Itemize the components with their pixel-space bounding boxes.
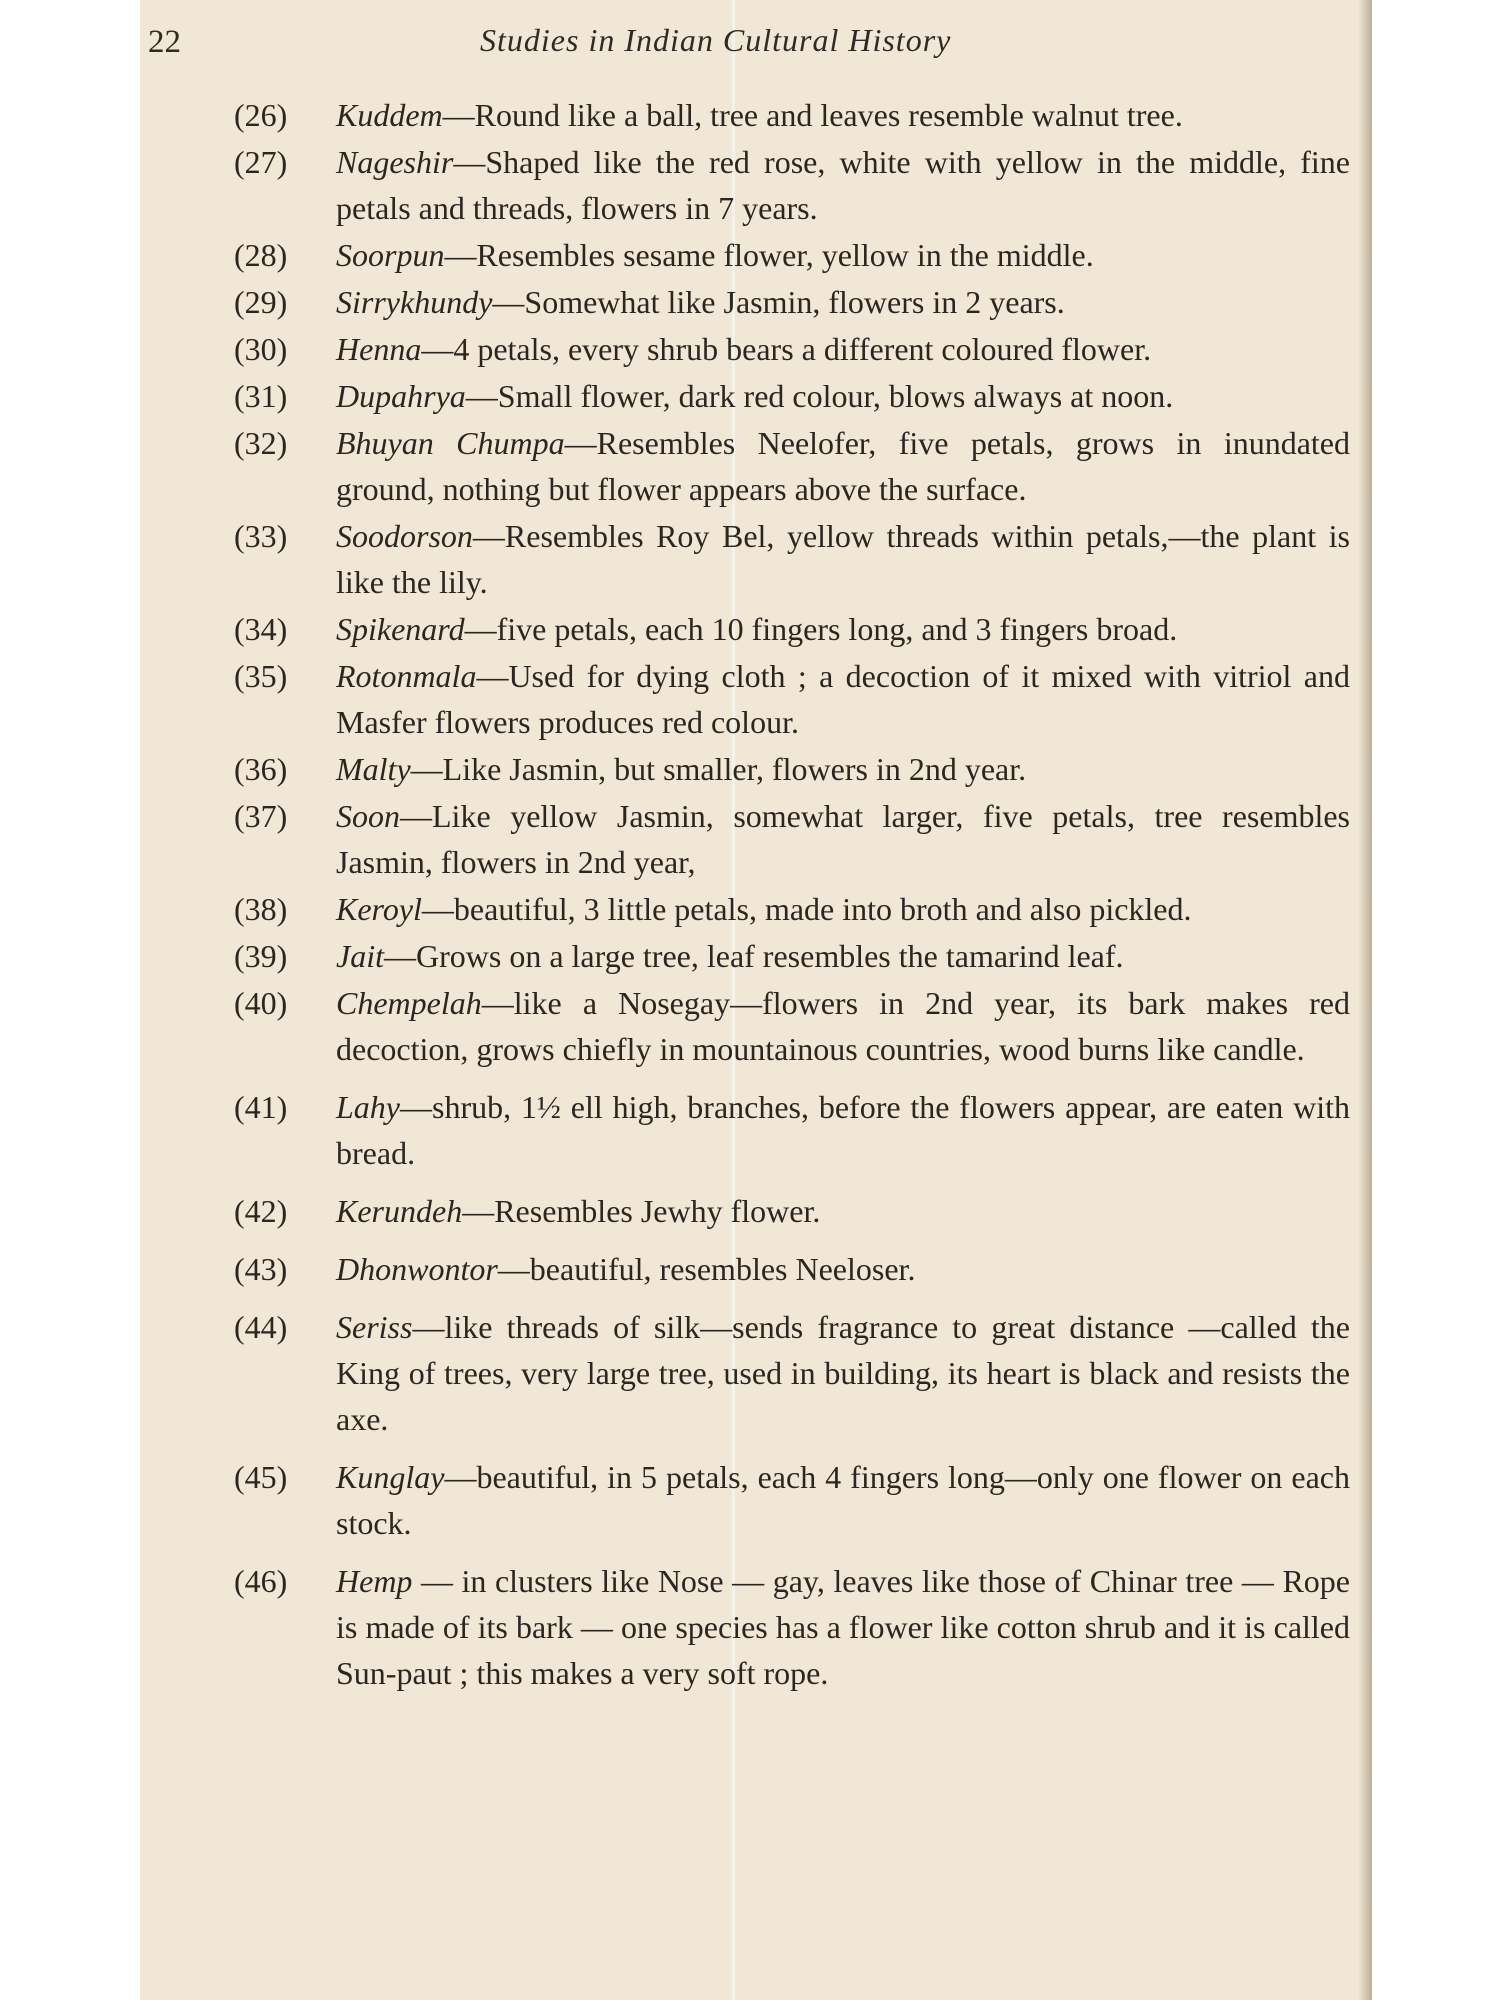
entry-number: (26) bbox=[234, 97, 288, 133]
list-item bbox=[234, 793, 1350, 885]
list-item bbox=[234, 886, 1350, 932]
entry-number: (30) bbox=[234, 331, 288, 367]
list-item bbox=[234, 139, 1350, 231]
entry-description: —beautiful, resembles Neeloser. bbox=[497, 1251, 916, 1287]
entry-description: —Grows on a large tree, leaf resembles the tamarind leaf. bbox=[383, 938, 1124, 974]
entry-term: Soon bbox=[336, 798, 400, 834]
entry-term: Jait bbox=[336, 938, 384, 974]
entry-term: Henna bbox=[336, 331, 422, 367]
list-item bbox=[234, 1246, 1350, 1292]
entry-text bbox=[336, 279, 1350, 325]
entry-term: Kuddem bbox=[336, 97, 443, 133]
entry-number: (28) bbox=[234, 237, 288, 273]
entry-text bbox=[336, 1246, 1350, 1292]
entry-term: Dupahrya bbox=[336, 378, 466, 414]
list-item bbox=[234, 1454, 1350, 1546]
entry-term: Keroyl bbox=[336, 891, 422, 927]
entry-description: —Resembles sesame flower, yellow in the middle. bbox=[444, 237, 1094, 273]
list-item bbox=[234, 1558, 1350, 1696]
entry-description: —Shaped like the red rose, white with yellow in the middle, fine petals and threads, flowers in 7 years. bbox=[336, 144, 1350, 226]
list-item bbox=[234, 746, 1350, 792]
entry-text bbox=[336, 606, 1350, 652]
list-item bbox=[234, 92, 1350, 138]
entry-text bbox=[336, 980, 1350, 1072]
entry-description: —Small flower, dark red colour, blows always at noon. bbox=[465, 378, 1174, 414]
list-item bbox=[234, 933, 1350, 979]
entry-term: Malty bbox=[336, 751, 411, 787]
entry-text bbox=[336, 1304, 1350, 1442]
entry-description: —Resembles Neelofer, five petals, grows in inundated ground, nothing but flower appears above the surface. bbox=[336, 425, 1351, 507]
entry-text bbox=[336, 1454, 1350, 1546]
entry-description: —Resembles Roy Bel, yellow threads within petals,—the plant is like the lily. bbox=[336, 518, 1350, 600]
entry-term: Kerundeh bbox=[336, 1193, 463, 1229]
entry-term: Chempelah bbox=[336, 985, 482, 1021]
list-item bbox=[234, 980, 1350, 1072]
entry-text bbox=[336, 1558, 1350, 1696]
entry-number: (44) bbox=[234, 1309, 288, 1345]
entry-description: —Resembles Jewhy flower. bbox=[462, 1193, 821, 1229]
book-page bbox=[140, 0, 1372, 2000]
entry-text bbox=[336, 326, 1350, 372]
entry-description: —five petals, each 10 fingers long, and 3 fingers broad. bbox=[464, 611, 1178, 647]
entry-text bbox=[336, 420, 1350, 512]
running-title: Studies in Indian Cultural History bbox=[480, 22, 952, 58]
entry-number: (33) bbox=[234, 518, 288, 554]
list-item bbox=[234, 279, 1350, 325]
entry-description: —Used for dying cloth ; a decoction of it mixed with vitriol and Masfer flowers produces red colour. bbox=[336, 658, 1350, 740]
entry-text bbox=[336, 933, 1350, 979]
entry-term: Kunglay bbox=[336, 1459, 445, 1495]
entry-description: — in clusters like Nose — gay, leaves like those of Chinar tree — Rope is made of its bark — one species has a flower like cotton shrub and it is called Sun-paut ; this makes a very soft rope. bbox=[336, 1563, 1350, 1691]
entry-term: Spikenard bbox=[336, 611, 465, 647]
list-item bbox=[234, 373, 1350, 419]
entry-text bbox=[336, 513, 1350, 605]
entry-text bbox=[336, 1084, 1350, 1176]
entry-number: (42) bbox=[234, 1193, 288, 1229]
list-item bbox=[234, 1304, 1350, 1442]
entry-number: (46) bbox=[234, 1563, 288, 1599]
entry-text bbox=[336, 92, 1350, 138]
entry-description: —Round like a ball, tree and leaves resemble walnut tree. bbox=[442, 97, 1183, 133]
entry-term: Dhonwontor bbox=[336, 1251, 498, 1287]
entry-description: —like a Nosegay—flowers in 2nd year, its bark makes red decoction, grows chiefly in mountainous countries, wood burns like candle. bbox=[336, 985, 1350, 1067]
entry-number: (37) bbox=[234, 798, 288, 834]
entry-description: —Like yellow Jasmin, somewhat larger, five petals, tree resembles Jasmin, flowers in 2nd year, bbox=[336, 798, 1350, 880]
entry-description: —beautiful, 3 little petals, made into broth and also pickled. bbox=[421, 891, 1192, 927]
entry-term: Soodorson bbox=[336, 518, 473, 554]
entry-number: (29) bbox=[234, 284, 288, 320]
entry-number: (43) bbox=[234, 1251, 288, 1287]
entry-text bbox=[336, 653, 1350, 745]
entry-description: —beautiful, in 5 petals, each 4 fingers long—only one flower on each stock. bbox=[336, 1459, 1350, 1541]
entry-text bbox=[336, 793, 1350, 885]
entry-number: (40) bbox=[234, 985, 288, 1021]
list-item bbox=[234, 326, 1350, 372]
entry-description: —Like Jasmin, but smaller, flowers in 2nd year. bbox=[410, 751, 1027, 787]
entry-description: —Somewhat like Jasmin, flowers in 2 years. bbox=[492, 284, 1065, 320]
flower-list bbox=[234, 92, 1350, 1697]
entry-term: Bhuyan Chumpa bbox=[336, 425, 565, 461]
entry-text bbox=[336, 746, 1350, 792]
entry-number: (36) bbox=[234, 751, 288, 787]
page-number: 22 bbox=[148, 24, 181, 60]
list-item bbox=[234, 1188, 1350, 1234]
entry-term: Sirrykhundy bbox=[336, 284, 493, 320]
entry-number: (39) bbox=[234, 938, 288, 974]
entry-text bbox=[336, 886, 1350, 932]
entry-description: —shrub, 1½ ell high, branches, before the flowers appear, are eaten with bread. bbox=[336, 1089, 1350, 1171]
entry-description: —like threads of silk—sends fragrance to great distance —called the King of trees, very large tree, used in building, its heart is black and resists the axe. bbox=[336, 1309, 1350, 1437]
entry-text bbox=[336, 1188, 1350, 1234]
entry-term: Hemp bbox=[336, 1563, 413, 1599]
entry-text bbox=[336, 139, 1350, 231]
entry-text bbox=[336, 232, 1350, 278]
list-item bbox=[234, 606, 1350, 652]
list-item bbox=[234, 1084, 1350, 1176]
entry-term: Soorpun bbox=[336, 237, 445, 273]
list-item bbox=[234, 232, 1350, 278]
list-item bbox=[234, 653, 1350, 745]
entry-text bbox=[336, 373, 1350, 419]
entry-number: (35) bbox=[234, 658, 288, 694]
entry-term: Rotonmala bbox=[336, 658, 477, 694]
entry-number: (27) bbox=[234, 144, 288, 180]
entry-description: —4 petals, every shrub bears a different coloured flower. bbox=[421, 331, 1152, 367]
entry-number: (32) bbox=[234, 425, 288, 461]
list-item bbox=[234, 420, 1350, 512]
entry-number: (34) bbox=[234, 611, 288, 647]
entry-term: Seriss bbox=[336, 1309, 413, 1345]
entry-number: (31) bbox=[234, 378, 288, 414]
entry-number: (41) bbox=[234, 1089, 288, 1125]
entry-term: Nageshir bbox=[336, 144, 454, 180]
entry-term: Lahy bbox=[336, 1089, 400, 1125]
entry-number: (45) bbox=[234, 1459, 288, 1495]
list-item bbox=[234, 513, 1350, 605]
entry-number: (38) bbox=[234, 891, 288, 927]
